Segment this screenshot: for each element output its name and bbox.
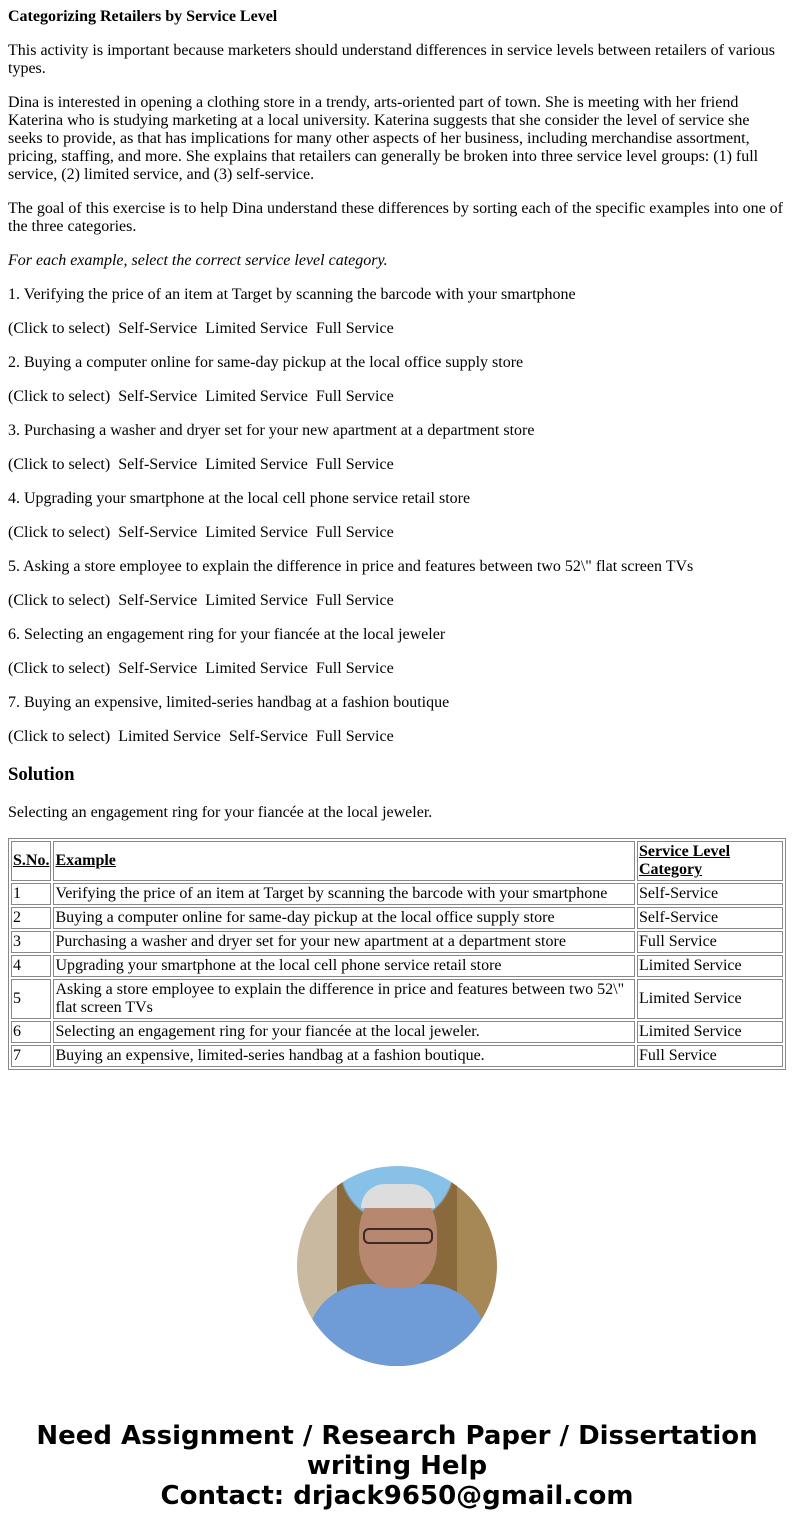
- select-placeholder[interactable]: (Click to select): [8, 592, 111, 609]
- select-placeholder[interactable]: (Click to select): [8, 388, 111, 405]
- cell-category: Full Service: [637, 931, 783, 953]
- answer-options: [8, 456, 786, 474]
- question-text: 2. Buying a computer online for same-day pickup at the local office supply store: [8, 354, 524, 371]
- cell-sno: 1: [11, 883, 51, 905]
- cell-example: Selecting an engagement ring for your fiancée at the local jeweler.: [53, 1021, 635, 1043]
- answer-options: [8, 320, 786, 338]
- footer-banner: [8, 1421, 786, 1511]
- solution-intro: Selecting an engagement ring for your fiancée at the local jeweler.: [8, 804, 433, 821]
- solution-heading: Solution: [8, 764, 75, 785]
- author-photo: [297, 1166, 497, 1366]
- table-row: [11, 1045, 783, 1067]
- answer-option[interactable]: Limited Service: [205, 592, 308, 609]
- answer-option[interactable]: Self-Service: [228, 728, 308, 745]
- question-text: 7. Buying an expensive, limited-series handbag at a fashion boutique: [8, 694, 450, 711]
- question-text: 6. Selecting an engagement ring for your fiancée at the local jeweler: [8, 626, 446, 643]
- table-row: [11, 883, 783, 905]
- cell-category: Self-Service: [637, 907, 783, 929]
- table-row: [11, 1021, 783, 1043]
- select-placeholder[interactable]: (Click to select): [8, 524, 111, 541]
- header-example: Example: [53, 841, 635, 881]
- cell-example: Purchasing a washer and dryer set for your new apartment at a department store: [53, 931, 635, 953]
- cell-category: Full Service: [637, 1045, 783, 1067]
- answer-options: [8, 728, 786, 746]
- answer-option[interactable]: Limited Service: [205, 660, 308, 677]
- answer-option[interactable]: Self-Service: [118, 388, 198, 405]
- footer-contact: Contact: drjack9650@gmail.com: [160, 1481, 634, 1511]
- answer-options: [8, 524, 786, 542]
- answer-option[interactable]: Limited Service: [205, 524, 308, 541]
- table-row: [11, 931, 783, 953]
- cell-category: Self-Service: [637, 883, 783, 905]
- instruction: For each example, select the correct service level category.: [8, 252, 388, 269]
- answer-option[interactable]: Full Service: [315, 592, 394, 609]
- answer-option[interactable]: Self-Service: [118, 456, 198, 473]
- answer-option[interactable]: Self-Service: [118, 320, 198, 337]
- question-list: [8, 286, 786, 746]
- answer-option[interactable]: Self-Service: [118, 524, 198, 541]
- answer-options: [8, 660, 786, 678]
- cell-sno: 2: [11, 907, 51, 929]
- answer-options: [8, 592, 786, 610]
- cell-sno: 4: [11, 955, 51, 977]
- answer-option[interactable]: Full Service: [315, 388, 394, 405]
- answer-option[interactable]: Limited Service: [205, 388, 308, 405]
- cell-example: Buying an expensive, limited-series handbag at a fashion boutique.: [53, 1045, 635, 1067]
- question-text: 3. Purchasing a washer and dryer set for your new apartment at a department store: [8, 422, 535, 439]
- page-title: Categorizing Retailers by Service Level: [8, 8, 278, 25]
- cell-sno: 3: [11, 931, 51, 953]
- cell-category: Limited Service: [637, 979, 783, 1019]
- scenario-paragraph: Dina is interested in opening a clothing store in a trendy, arts-oriented part of town. She is meeting with her friend Katerina who is studying marketing at a local university. Katerina suggests that she consider the level of service she seeks to provide, as that has implications for many other aspects of her business, including merchandise assortment, pricing, staffing, and more. She explains that retailers can generally be broken into three service level groups: (1) full service, (2) limited service, and (3) self-service.: [8, 94, 759, 183]
- answer-option[interactable]: Limited Service: [205, 456, 308, 473]
- select-placeholder[interactable]: (Click to select): [8, 456, 111, 473]
- question-text: 1. Verifying the price of an item at Target by scanning the barcode with your smartphone: [8, 286, 576, 303]
- question-text: 5. Asking a store employee to explain the difference in price and features between two 52\" flat screen TVs: [8, 558, 694, 575]
- table-row: [11, 979, 783, 1019]
- goal-paragraph: The goal of this exercise is to help Dina understand these differences by sorting each of the specific examples into one of the three categories.: [8, 200, 784, 235]
- cell-example: Asking a store employee to explain the difference in price and features between two 52\" flat screen TVs: [53, 979, 635, 1019]
- answer-option[interactable]: Full Service: [315, 728, 394, 745]
- cell-example: Verifying the price of an item at Target by scanning the barcode with your smartphone: [53, 883, 635, 905]
- author-photo-container: [8, 1166, 786, 1371]
- cell-sno: 5: [11, 979, 51, 1019]
- answer-option[interactable]: Full Service: [315, 660, 394, 677]
- answer-option[interactable]: Self-Service: [118, 592, 198, 609]
- answer-option[interactable]: Self-Service: [118, 660, 198, 677]
- cell-category: Limited Service: [637, 955, 783, 977]
- table-row: [11, 907, 783, 929]
- cell-sno: 7: [11, 1045, 51, 1067]
- intro-paragraph: This activity is important because marketers should understand differences in service levels between retailers of various types.: [8, 42, 775, 77]
- table-row: [11, 955, 783, 977]
- cell-example: Buying a computer online for same-day pickup at the local office supply store: [53, 907, 635, 929]
- select-placeholder[interactable]: (Click to select): [8, 660, 111, 677]
- answer-option[interactable]: Full Service: [315, 320, 394, 337]
- answer-options: [8, 388, 786, 406]
- cell-category: Limited Service: [637, 1021, 783, 1043]
- answer-option[interactable]: Limited Service: [118, 728, 221, 745]
- header-sno: S.No.: [11, 841, 51, 881]
- table-header-row: [11, 841, 783, 881]
- cell-sno: 6: [11, 1021, 51, 1043]
- footer-help-text: Need Assignment / Research Paper / Dissertation writing Help: [36, 1421, 758, 1481]
- solution-table: [8, 838, 786, 1070]
- select-placeholder[interactable]: (Click to select): [8, 728, 111, 745]
- answer-option[interactable]: Full Service: [315, 456, 394, 473]
- answer-option[interactable]: Full Service: [315, 524, 394, 541]
- cell-example: Upgrading your smartphone at the local cell phone service retail store: [53, 955, 635, 977]
- header-category: Service Level Category: [637, 841, 783, 881]
- select-placeholder[interactable]: (Click to select): [8, 320, 111, 337]
- question-text: 4. Upgrading your smartphone at the local cell phone service retail store: [8, 490, 471, 507]
- answer-option[interactable]: Limited Service: [205, 320, 308, 337]
